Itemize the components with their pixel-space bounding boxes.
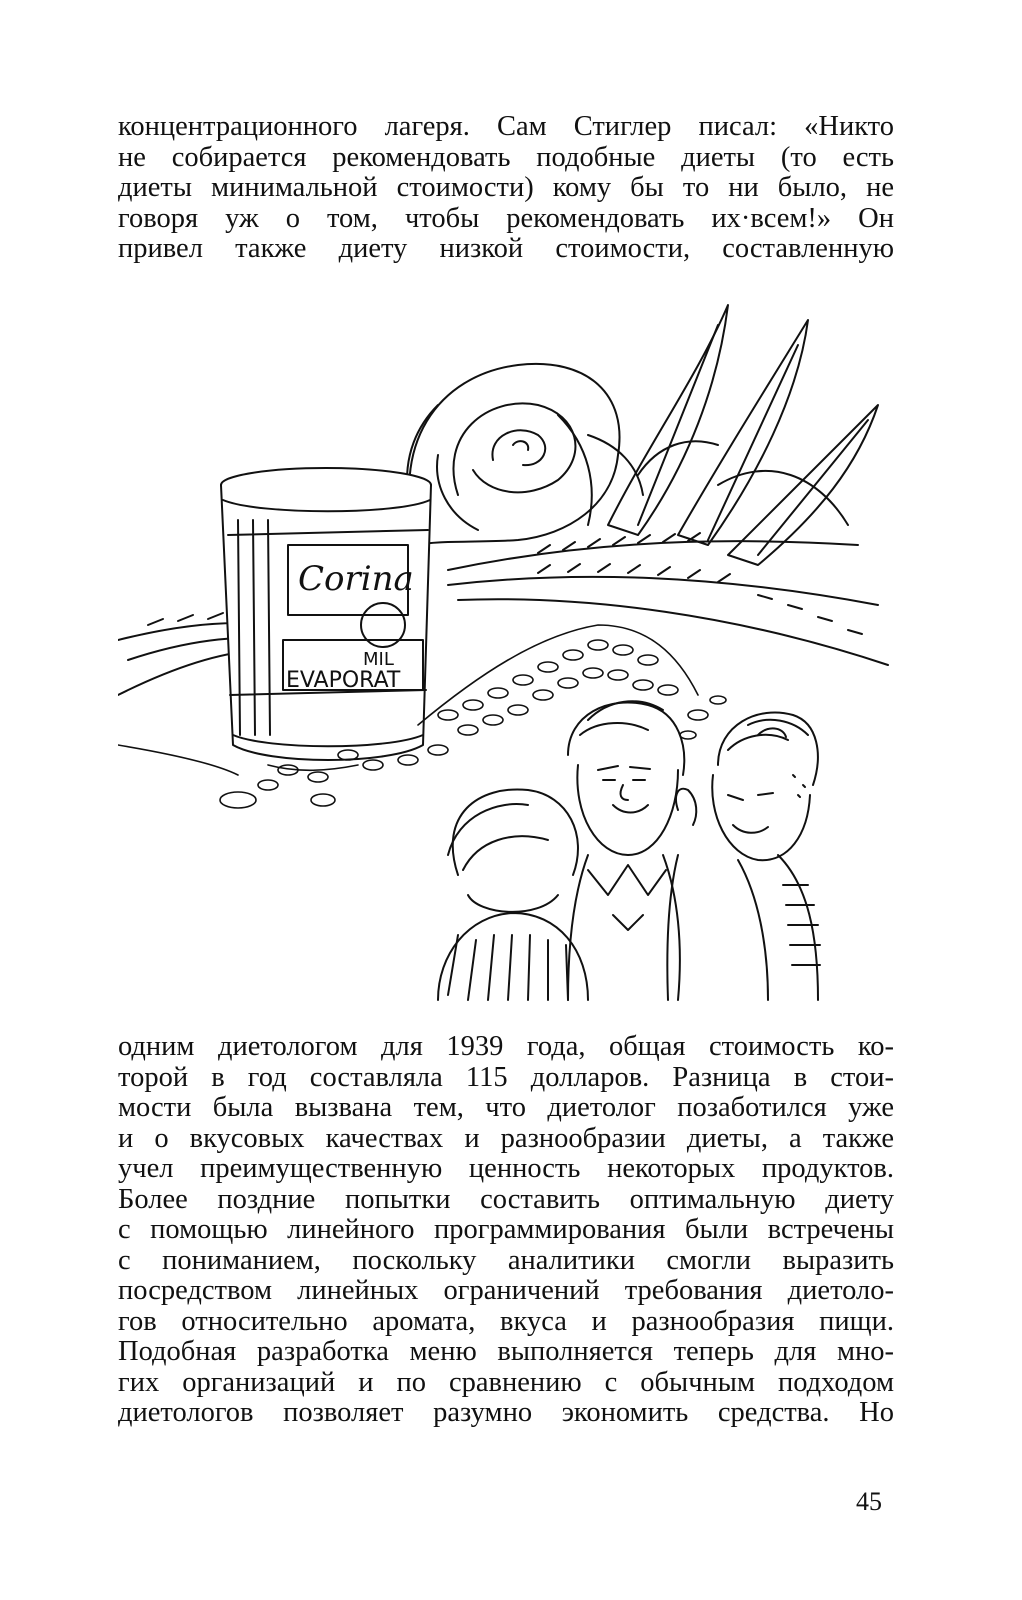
text-line: и о вкусовых качествах и разнообразии диеты, а также bbox=[118, 1122, 894, 1154]
illustration-drawing bbox=[118, 295, 898, 1005]
text-line: учел преимущественную ценность некоторых продуктов. bbox=[118, 1153, 894, 1184]
text-line: не собирается рекомендовать подобные диеты (то есть bbox=[118, 141, 894, 173]
evaporated-milk-can-icon bbox=[221, 468, 431, 760]
text-line: гих организаций и по сравнению с обычным подходом bbox=[118, 1366, 894, 1398]
text-line: Подобная разработка меню выполняется теперь для мно- bbox=[118, 1336, 894, 1367]
text-line: с пониманием, поскольку аналитики смогли выразить bbox=[118, 1244, 894, 1276]
cabbage-icon bbox=[407, 364, 643, 545]
text-line: посредством линейных ограничений требования диетоло- bbox=[118, 1275, 894, 1306]
text-line: диетологов позволяет разумно экономить средства. Но bbox=[118, 1397, 894, 1428]
text-line: говоря уж о том, чтобы рекомендовать их·всем!» Он bbox=[118, 202, 894, 234]
text-line: диеты минимальной стоимости) кому бы то ни было, не bbox=[118, 172, 894, 203]
text-line: концентрационного лагеря. Сам Стиглер писал: «Никто bbox=[118, 111, 894, 142]
text-line: гов относительно аромата, вкуса и разнообразия пищи. bbox=[118, 1305, 894, 1337]
text-line: с помощью линейного программирования были встречены bbox=[118, 1214, 894, 1245]
can-brand-label: Corina bbox=[298, 559, 414, 599]
bottom-paragraph bbox=[118, 1032, 894, 1429]
text-line: мости была вызвана тем, что диетолог позаботился уже bbox=[118, 1092, 894, 1123]
text-line: Более поздние попытки составить оптимальную диету bbox=[118, 1183, 894, 1215]
text-line: привел также диету низкой стоимости, составленную bbox=[118, 233, 894, 264]
text-line: торой в год составляла 115 долларов. Разница в стои- bbox=[118, 1061, 894, 1093]
children-icon bbox=[438, 701, 820, 1000]
page-number: 45 bbox=[856, 1487, 882, 1516]
text-line: одним диетологом для 1939 года, общая стоимость ко- bbox=[118, 1031, 894, 1062]
leaves-icon bbox=[608, 305, 878, 565]
can-main-label: EVAPORAT bbox=[286, 668, 401, 693]
food-illustration bbox=[118, 295, 898, 1005]
top-paragraph bbox=[118, 112, 894, 265]
can-small-label: MIL bbox=[363, 649, 394, 670]
